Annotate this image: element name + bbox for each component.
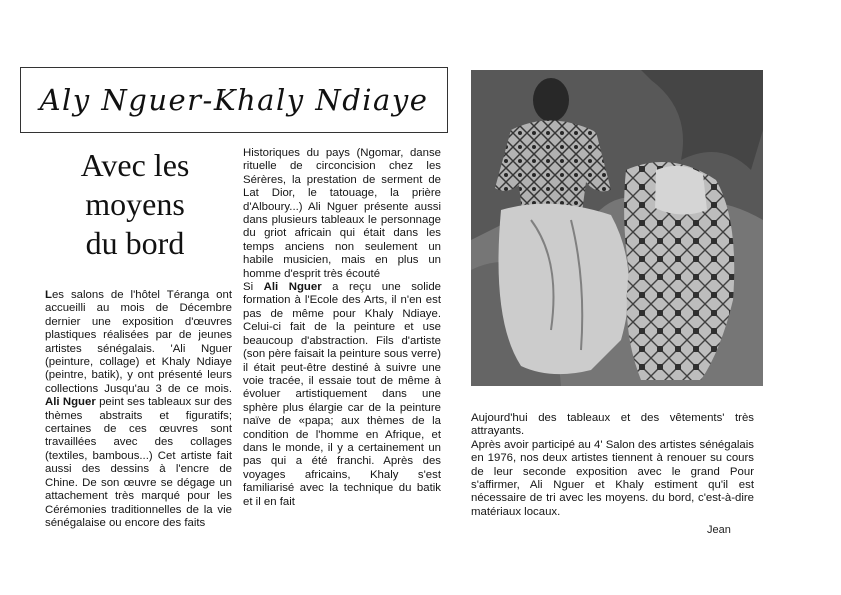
column3-paragraph-1: Aujourd'hui des tableaux et des vêtements' très attrayants.	[471, 412, 754, 438]
headline-line-2: moyens	[85, 186, 185, 222]
column1-text-1: es salons de l'hôtel Téranga ont accueilli au mois de Décembre dernier une exposition d'œuvres plastiques réalisées par de jeunes artistes sénégalais. 'Ali Nguer (peinture, collage) et Khaly Ndiaye (peintre, batik), y ont présenté leurs collections Jusqu'au 3 de ce mois.	[45, 289, 232, 395]
column1-paragraph	[45, 289, 232, 530]
article-column-2	[243, 147, 441, 509]
column3-paragraph-2: Après avoir participé au 4' Salon des artistes sénégalais en 1976, nos deux artistes tiennent à renouer su cours de leur seconde exposition avec le grand Pour s'affirmer, Ali Nguer et Khaly estiment qu'il est nécessaire de tri avec les moyens. du bord, c'est-à-dire matériaux locaux.	[471, 438, 754, 518]
article-column-3	[471, 412, 754, 519]
artist-photo	[471, 70, 763, 386]
column2-paragraph-2	[243, 281, 441, 509]
artist-name-ali-2: Ali Nguer	[263, 281, 322, 294]
article-title: Aly Nguer-Khaly Ndiaye	[39, 83, 429, 117]
photo-illustration	[471, 70, 763, 386]
header-box	[20, 67, 448, 133]
headline-line-3: du bord	[85, 225, 185, 261]
column1-text-2: peint ses tableaux sur des thèmes abstraits et figuratifs; certaines de ces œuvres sont travaillées avec des collages (textiles, bambous...) Cet artiste fait aussi des dessins à l'encre de Chine. De son œuvre se dégage un attachement très marqué pour les Cérémonies traditionnelles de la vie sénégalaise ou encore des faits	[45, 396, 232, 529]
article-column-1	[45, 289, 232, 530]
column2-intro: Si	[243, 281, 264, 294]
headline	[40, 146, 230, 263]
author-signature: Jean	[707, 524, 731, 536]
artist-name-ali: Ali Nguer	[45, 396, 96, 409]
column2-paragraph-1: Historiques du pays (Ngomar, danse rituelle de circoncision chez les Sérères, la prestation de serment de Lat Dior, le tatouage, la prière d'Alboury...) Ali Nguer présente aussi dans plusieurs tableaux le personnage du griot africain qui était dans les temps anciens non seulement un habile musicien, mais en plus un homme d'esprit très écouté	[243, 147, 441, 280]
headline-line-1: Avec les	[80, 147, 190, 183]
drop-cap: L	[45, 289, 52, 301]
column2-text: a reçu une solide formation à l'Ecole des Arts, il n'en est pas de même pour Khaly Ndiaye. Celui-ci fait de la peinture et use beaucoup d'abstraction. Fils d'artiste (son père faisait la peinture sous verre) il était peut-être destiné à suivre une voie tracée, il essaie tout de même à évoluer artistiquement dans une sphère plus élargie car de la peinture naïve de «papa; aux thèmes de la condition de l'homme en Afrique, et dans le monde, il y a certainement un pas qui a été franchi. Après des voyages africains, Khaly s'est familiarisé avec la technique du batik et il en fait	[243, 281, 442, 508]
